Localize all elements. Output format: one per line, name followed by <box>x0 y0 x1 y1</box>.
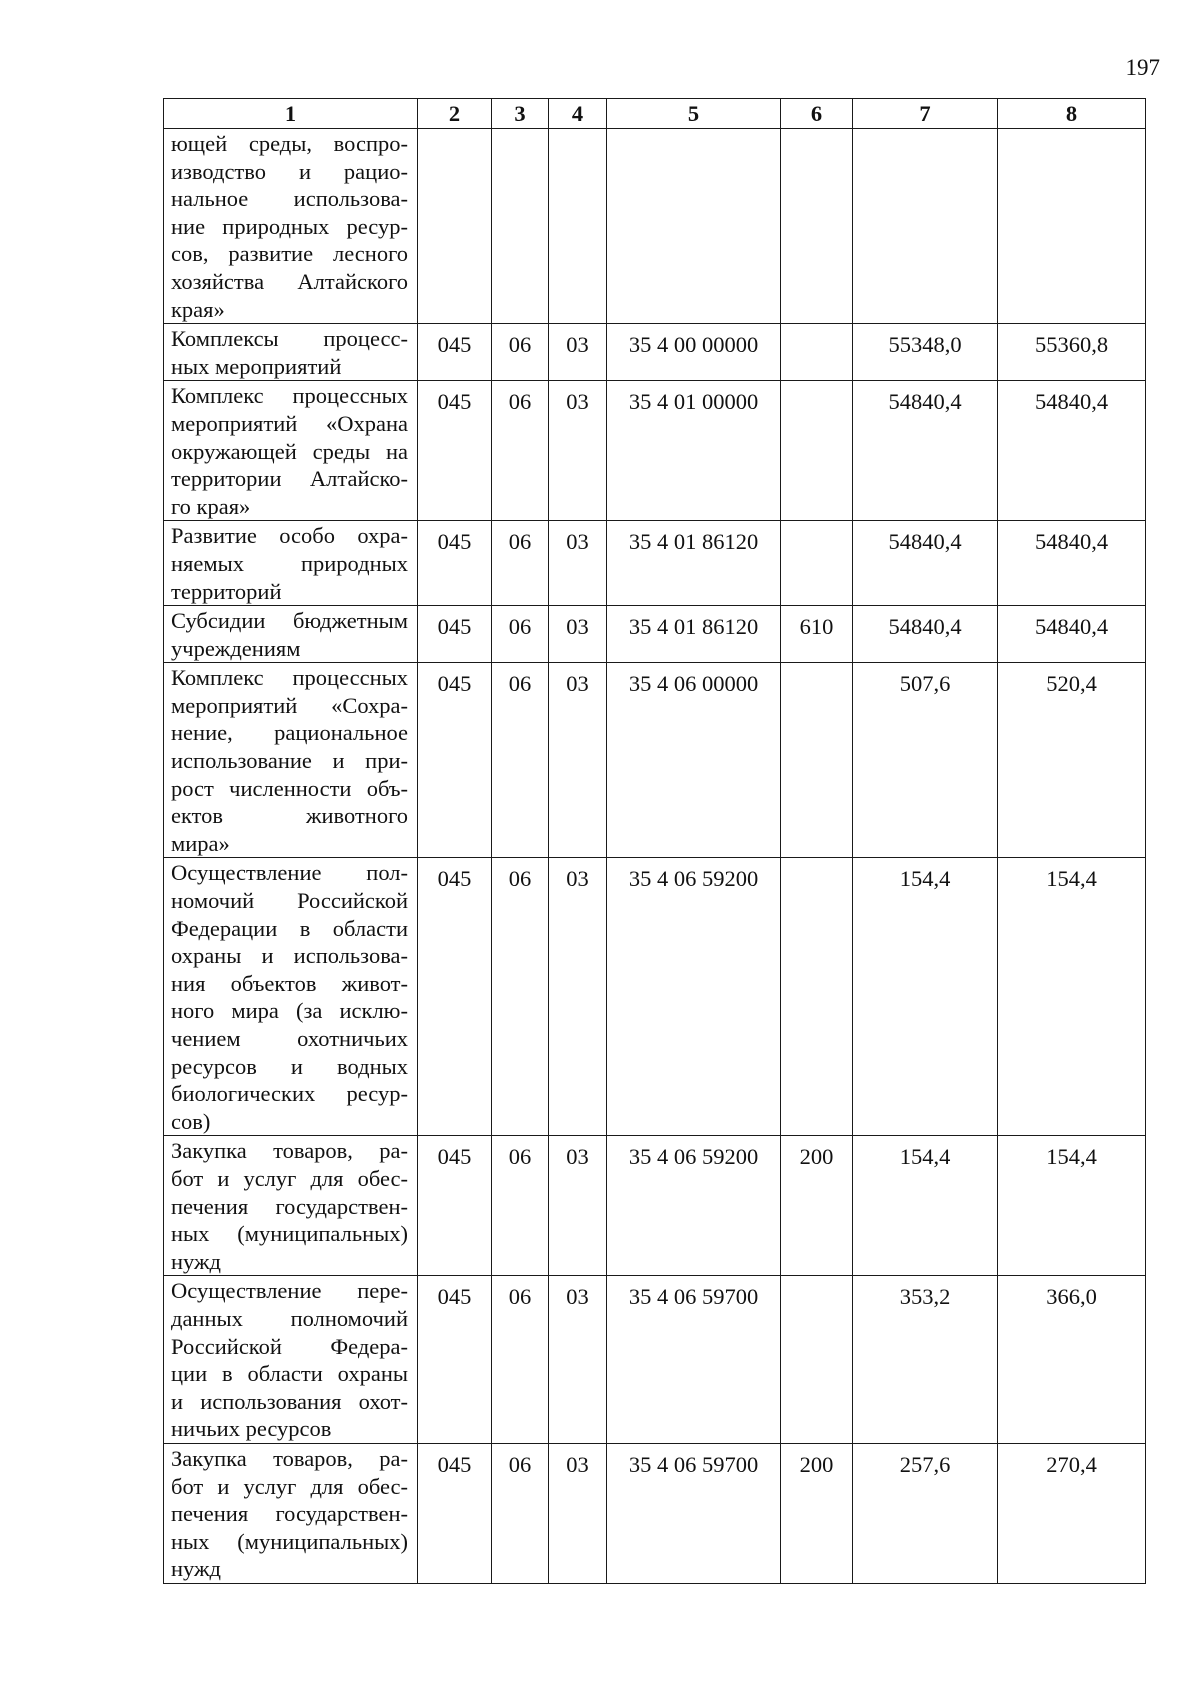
section-code-cell: 06 <box>492 858 549 1136</box>
row-name-line: бот и услуг для обес- <box>171 1165 408 1191</box>
row-name-line: ресурсов и водных <box>171 1053 408 1079</box>
ministry-code-cell: 045 <box>418 663 492 858</box>
ministry-code-cell: 045 <box>418 858 492 1136</box>
subsection-code-cell: 03 <box>549 1276 607 1444</box>
expense-type-cell: 200 <box>781 1443 853 1583</box>
target-article-cell <box>607 129 781 324</box>
section-code-cell: 06 <box>492 381 549 521</box>
column-header: 6 <box>781 99 853 129</box>
row-name-line: няемых природных <box>171 550 408 576</box>
ministry-code-cell: 045 <box>418 381 492 521</box>
amount-year-1-cell: 257,6 <box>853 1443 998 1583</box>
row-name-cell <box>164 1276 418 1444</box>
row-name-line: ющей среды, воспро- <box>171 131 408 156</box>
table-row <box>164 1136 1146 1276</box>
row-name-line: печения государствен- <box>171 1501 408 1527</box>
subsection-code-cell: 03 <box>549 521 607 606</box>
row-name-line: Комплекс процессных <box>171 383 408 409</box>
row-name-cell <box>164 1443 418 1583</box>
amount-year-2-cell: 55360,8 <box>998 324 1146 381</box>
expense-type-cell <box>781 129 853 324</box>
amount-year-2-cell: 366,0 <box>998 1276 1146 1444</box>
target-article-cell: 35 4 06 59200 <box>607 1136 781 1276</box>
amount-year-2-cell: 154,4 <box>998 1136 1146 1276</box>
section-code-cell: 06 <box>492 606 549 663</box>
table-row <box>164 1276 1146 1444</box>
row-name-line: печения государствен- <box>171 1193 408 1219</box>
section-code-cell: 06 <box>492 1136 549 1276</box>
expense-type-cell <box>781 324 853 381</box>
column-header: 8 <box>998 99 1146 129</box>
row-name-line: ничьих ресурсов <box>171 1416 332 1442</box>
table-row <box>164 129 1146 324</box>
row-name-line: учреждениям <box>171 635 301 661</box>
expense-type-cell <box>781 663 853 858</box>
target-article-cell: 35 4 01 00000 <box>607 381 781 521</box>
section-code-cell: 06 <box>492 663 549 858</box>
row-name-line: ного мира (за исклю- <box>171 998 408 1024</box>
target-article-cell: 35 4 06 59200 <box>607 858 781 1136</box>
section-code-cell: 06 <box>492 1276 549 1444</box>
ministry-code-cell: 045 <box>418 1136 492 1276</box>
row-name-line: Российской Федера- <box>171 1333 408 1359</box>
amount-year-1-cell: 154,4 <box>853 858 998 1136</box>
amount-year-2-cell: 520,4 <box>998 663 1146 858</box>
row-name-line: Осуществление пол- <box>171 860 408 886</box>
row-name-line: сов, развитие лесного <box>171 241 408 267</box>
target-article-cell: 35 4 06 59700 <box>607 1443 781 1583</box>
row-name-line: чением охотничьих <box>171 1026 408 1051</box>
amount-year-1-cell: 507,6 <box>853 663 998 858</box>
row-name-line: ния объектов живот- <box>171 970 408 996</box>
subsection-code-cell: 03 <box>549 324 607 381</box>
section-code-cell: 06 <box>492 521 549 606</box>
ministry-code-cell: 045 <box>418 324 492 381</box>
row-name-line: ных (муниципальных) <box>171 1528 408 1554</box>
amount-year-1-cell: 54840,4 <box>853 606 998 663</box>
column-header: 5 <box>607 99 781 129</box>
row-name-line: территории Алтайско- <box>171 466 408 492</box>
row-name-line: Комплекс процессных <box>171 665 408 691</box>
row-name-cell <box>164 663 418 858</box>
amount-year-2-cell: 270,4 <box>998 1443 1146 1583</box>
column-header: 4 <box>549 99 607 129</box>
amount-year-1-cell <box>853 129 998 324</box>
row-name-line: использование и при- <box>171 748 408 774</box>
table-row <box>164 1443 1146 1583</box>
table-row <box>164 324 1146 381</box>
row-name-line: го края» <box>171 493 251 519</box>
amount-year-1-cell: 55348,0 <box>853 324 998 381</box>
column-header: 2 <box>418 99 492 129</box>
amount-year-2-cell: 54840,4 <box>998 606 1146 663</box>
ministry-code-cell: 045 <box>418 521 492 606</box>
row-name-cell <box>164 324 418 381</box>
table-row <box>164 381 1146 521</box>
section-code-cell <box>492 129 549 324</box>
budget-table <box>163 98 1146 1584</box>
row-name-line: ции в области охраны <box>171 1361 408 1387</box>
row-name-line: сов) <box>171 1108 211 1134</box>
row-name-line: биологических ресур- <box>171 1081 408 1107</box>
row-name-line: рост численности объ- <box>171 775 408 801</box>
row-name-line: территорий <box>171 578 282 604</box>
table-row <box>164 521 1146 606</box>
table-row <box>164 858 1146 1136</box>
row-name-line: ных (муниципальных) <box>171 1221 408 1247</box>
table-body <box>164 129 1146 1584</box>
amount-year-1-cell: 54840,4 <box>853 521 998 606</box>
row-name-line: нальное использова- <box>171 186 408 212</box>
row-name-cell <box>164 521 418 606</box>
row-name-line: охраны и использова- <box>171 943 408 969</box>
subsection-code-cell: 03 <box>549 606 607 663</box>
row-name-line: Осуществление пере- <box>171 1278 408 1304</box>
expense-type-cell <box>781 858 853 1136</box>
row-name-line: окружающей среды на <box>171 438 408 464</box>
expense-type-cell <box>781 1276 853 1444</box>
section-code-cell: 06 <box>492 324 549 381</box>
section-code-cell: 06 <box>492 1443 549 1583</box>
row-name-line: и использования охот- <box>171 1388 408 1414</box>
row-name-line: края» <box>171 296 225 322</box>
column-header: 3 <box>492 99 549 129</box>
row-name-line: Закупка товаров, ра- <box>171 1445 408 1471</box>
target-article-cell: 35 4 06 00000 <box>607 663 781 858</box>
row-name-line: мероприятий «Охрана <box>171 410 408 436</box>
subsection-code-cell: 03 <box>549 858 607 1136</box>
ministry-code-cell: 045 <box>418 1443 492 1583</box>
row-name-cell <box>164 129 418 324</box>
table-row <box>164 663 1146 858</box>
row-name-line: Закупка товаров, ра- <box>171 1138 408 1164</box>
target-article-cell: 35 4 06 59700 <box>607 1276 781 1444</box>
row-name-line: хозяйства Алтайского <box>171 268 408 294</box>
row-name-line: бот и услуг для обес- <box>171 1473 408 1499</box>
ministry-code-cell: 045 <box>418 1276 492 1444</box>
row-name-line: данных полномочий <box>171 1305 408 1331</box>
expense-type-cell <box>781 521 853 606</box>
target-article-cell: 35 4 01 86120 <box>607 606 781 663</box>
row-name-line: Федерации в области <box>171 915 408 941</box>
amount-year-1-cell: 154,4 <box>853 1136 998 1276</box>
row-name-line: ных мероприятий <box>171 353 342 379</box>
amount-year-2-cell: 54840,4 <box>998 381 1146 521</box>
amount-year-2-cell <box>998 129 1146 324</box>
row-name-line: нужд <box>171 1248 221 1274</box>
row-name-cell <box>164 381 418 521</box>
row-name-line: ние природных ресур- <box>171 213 408 239</box>
row-name-line: мероприятий «Сохра- <box>171 692 408 718</box>
row-name-line: нужд <box>171 1556 221 1582</box>
row-name-line: мира» <box>171 830 230 856</box>
subsection-code-cell: 03 <box>549 1136 607 1276</box>
row-name-line: Развитие особо охра- <box>171 523 408 549</box>
amount-year-2-cell: 54840,4 <box>998 521 1146 606</box>
subsection-code-cell: 03 <box>549 1443 607 1583</box>
row-name-cell <box>164 1136 418 1276</box>
expense-type-cell: 610 <box>781 606 853 663</box>
row-name-line: ектов животного <box>171 803 408 829</box>
ministry-code-cell: 045 <box>418 606 492 663</box>
table-row <box>164 606 1146 663</box>
row-name-line: Субсидии бюджетным <box>171 608 408 634</box>
row-name-line: нение, рациональное <box>171 720 408 746</box>
ministry-code-cell <box>418 129 492 324</box>
row-name-cell <box>164 858 418 1136</box>
amount-year-1-cell: 54840,4 <box>853 381 998 521</box>
target-article-cell: 35 4 00 00000 <box>607 324 781 381</box>
amount-year-1-cell: 353,2 <box>853 1276 998 1444</box>
subsection-code-cell <box>549 129 607 324</box>
row-name-line: Комплексы процесс- <box>171 326 408 352</box>
page-number: 197 <box>1125 55 1160 80</box>
column-header: 7 <box>853 99 998 129</box>
target-article-cell: 35 4 01 86120 <box>607 521 781 606</box>
subsection-code-cell: 03 <box>549 663 607 858</box>
row-name-line: изводство и рацио- <box>171 158 408 184</box>
column-header: 1 <box>164 99 418 129</box>
row-name-cell <box>164 606 418 663</box>
amount-year-2-cell: 154,4 <box>998 858 1146 1136</box>
table-header-row <box>164 99 1146 129</box>
row-name-line: номочий Российской <box>171 888 408 914</box>
expense-type-cell <box>781 381 853 521</box>
subsection-code-cell: 03 <box>549 381 607 521</box>
expense-type-cell: 200 <box>781 1136 853 1276</box>
